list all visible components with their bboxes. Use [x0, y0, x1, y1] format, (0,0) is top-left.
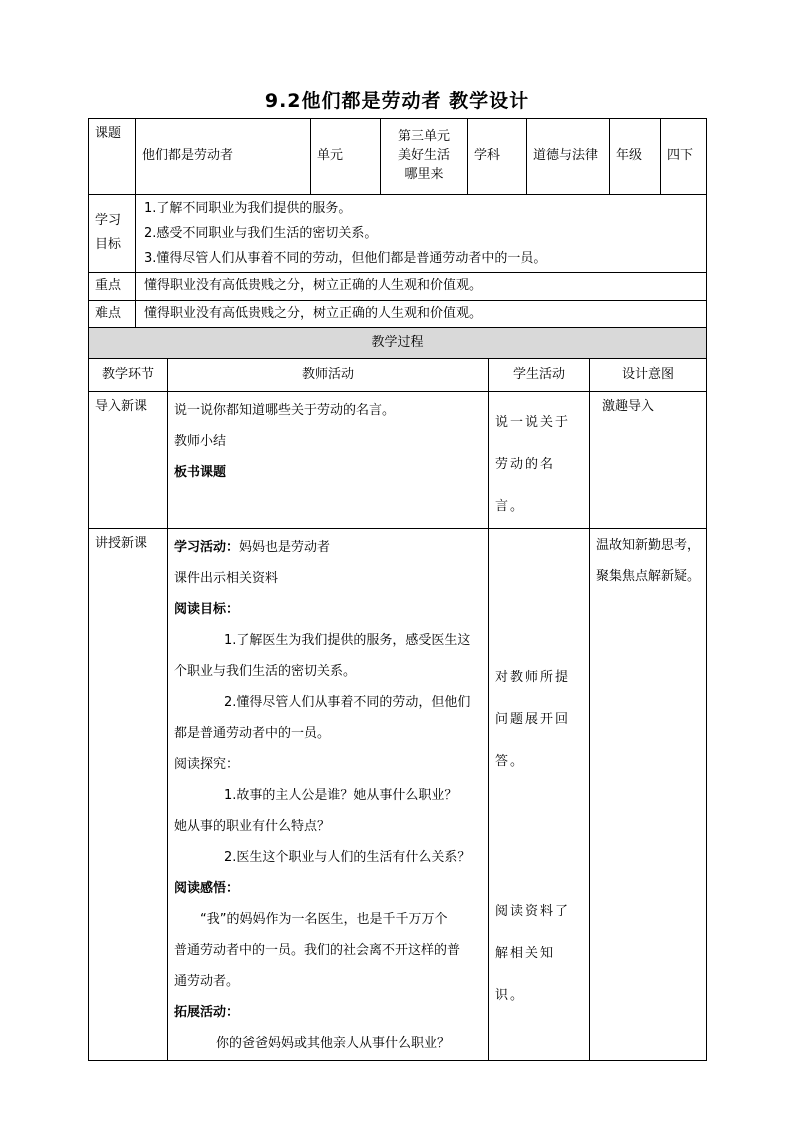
activity-title: 妈妈也是劳动者: [239, 540, 331, 556]
column-header-student: 学生活动: [489, 359, 590, 392]
key-point-label: 重点: [89, 273, 136, 301]
subject-label: 学科: [468, 119, 527, 195]
reading-explore-label: 阅读探究：: [174, 757, 240, 773]
intro-student: [489, 392, 590, 529]
lesson-info-table: [88, 118, 707, 328]
lecture-stage: 讲授新课: [89, 529, 168, 1061]
reading-goal-text: 2.懂得尽管人们从事着不同的劳动，但他们: [224, 695, 471, 711]
explore-question: 她从事的职业有什么特点？: [174, 819, 331, 835]
reading-goal-text: 1.了解医生为我们提供的服务，感受医生这: [224, 633, 471, 649]
student-response-line: 对教师所提: [495, 670, 571, 685]
extend-question: 你的爸爸妈妈或其他亲人从事什么职业？: [216, 1036, 451, 1052]
reading-goal-text: 个职业与我们生活的密切关系。: [174, 664, 357, 680]
difficulty-text: 懂得职业没有高低贵贱之分，树立正确的人生观和价值观。: [136, 301, 707, 328]
intro-student-line: 劳动的名言。: [495, 457, 556, 514]
unit-line: 美好生活: [397, 148, 450, 164]
goal-item: 1.了解不同职业为我们提供的服务。: [144, 201, 352, 216]
student-reading-line: 阅读资料了: [495, 904, 571, 919]
intro-teacher: [168, 392, 489, 529]
topic-label: 课题: [89, 119, 136, 195]
courseware-line: 课件出示相关资料: [174, 571, 279, 587]
column-header-teacher: 教师活动: [168, 359, 489, 392]
intro-student-line: 说一说关于: [495, 415, 571, 430]
goals-list: [136, 195, 707, 273]
goal-item: 2.感受不同职业与我们生活的密切关系。: [144, 226, 378, 241]
column-header-intent: 设计意图: [590, 359, 707, 392]
unit-value: [381, 119, 468, 195]
insight-text: “我”的妈妈作为一名医生，也是千千万万个: [200, 912, 448, 928]
unit-label: 单元: [311, 119, 381, 195]
difficulty-label: 难点: [89, 301, 136, 328]
intent-line: 温故知新勤思考，: [596, 538, 701, 554]
activity-line: [174, 533, 482, 564]
student-gap: [495, 783, 583, 891]
intro-stage: 导入新课: [89, 392, 168, 529]
subject-value: 道德与法律: [527, 119, 610, 195]
explore-question: 1.故事的主人公是谁？她从事什么职业？: [224, 788, 458, 804]
grade-label: 年级: [610, 119, 661, 195]
lecture-student: [489, 529, 590, 1061]
insight-text: 普通劳动者中的一员。我们的社会离不开这样的普: [174, 943, 461, 959]
student-response-line: 答。: [495, 754, 526, 769]
goals-label-line: 学习: [95, 213, 122, 228]
intro-teacher-line: 板书课题: [174, 465, 227, 481]
grade-value: 四下: [661, 119, 707, 195]
lecture-teacher: [168, 529, 489, 1061]
insight-text: 通劳动者。: [174, 974, 240, 990]
teaching-process-table: [88, 327, 707, 1061]
unit-line: 哪里来: [404, 166, 444, 182]
key-point-text: 懂得职业没有高低贵贱之分，树立正确的人生观和价值观。: [136, 273, 707, 301]
document-title: 9.2他们都是劳动者 教学设计: [264, 90, 530, 112]
intent-line: 聚集焦点解新疑。: [596, 569, 701, 585]
process-header: 教学过程: [89, 328, 707, 359]
intro-intent: 激趣导入: [590, 392, 707, 529]
unit-line: 第三单元: [397, 129, 450, 145]
goals-label: [89, 195, 136, 273]
topic-value: 他们都是劳动者: [136, 119, 311, 195]
reading-goal-label: 阅读目标：: [174, 602, 240, 618]
explore-question: 2.医生这个职业与人们的生活有什么关系？: [224, 850, 471, 866]
column-header-stage: 教学环节: [89, 359, 168, 392]
intro-teacher-line: 教师小结: [174, 434, 227, 450]
reading-insight-label: 阅读感悟：: [174, 881, 240, 897]
activity-label: 学习活动：: [174, 540, 240, 556]
intro-teacher-line: 说一说你都知道哪些关于劳动的名言。: [174, 403, 396, 419]
student-reading-line: 解相关知识。: [495, 946, 556, 1003]
goal-item: 3.懂得尽管人们从事着不同的劳动，但他们都是普通劳动者中的一员。: [144, 251, 547, 266]
extend-label: 拓展活动：: [174, 1005, 240, 1021]
lecture-intent: [590, 529, 707, 1061]
reading-goal-text: 都是普通劳动者中的一员。: [174, 726, 331, 742]
student-response-line: 问题展开回: [495, 712, 571, 727]
goals-label-line: 目标: [95, 237, 122, 252]
